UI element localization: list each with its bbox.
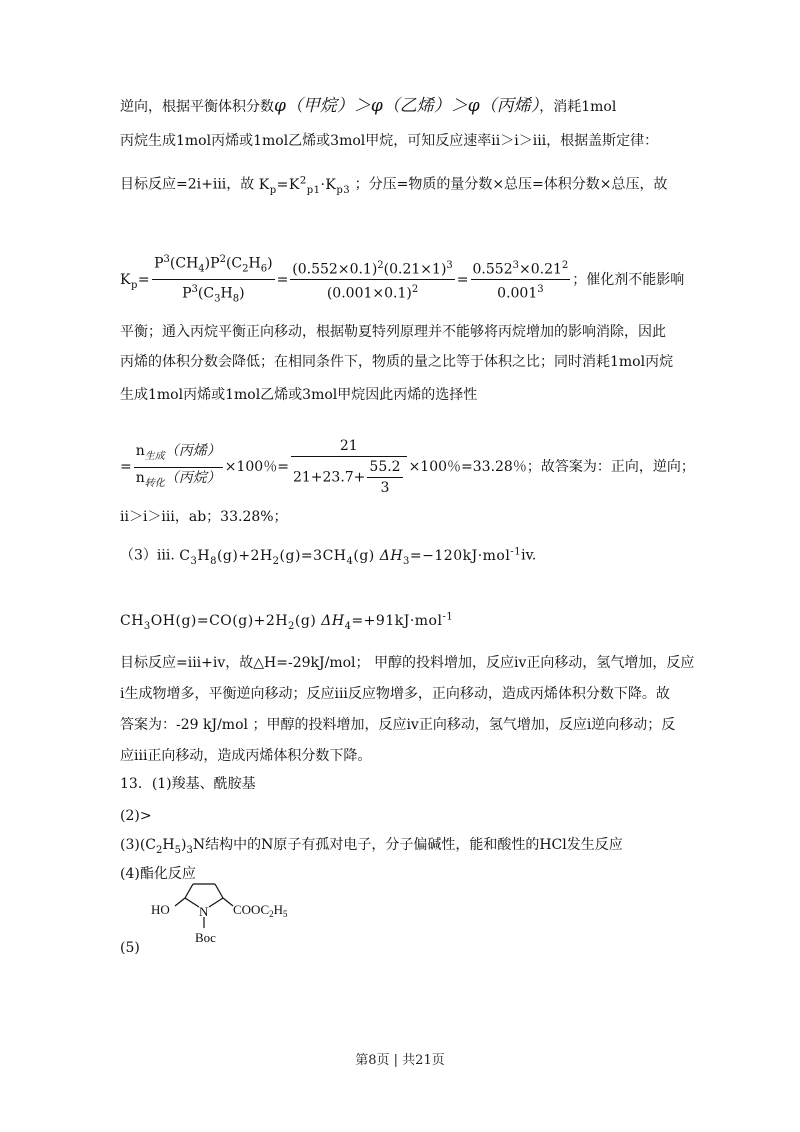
ester-label: $COOC_2H_5$: [233, 902, 288, 919]
ring-bond: [209, 898, 223, 907]
text-line-7: 生成1mol丙烯或1mol乙烯或3mol甲烷因此丙烯的选择性: [120, 387, 478, 403]
ring-bond: [185, 898, 199, 907]
text: N结构中的N原子有孤对电子，分子偏碱性，能和酸性的HCl发生反应: [192, 837, 623, 853]
text: ；催化剂不能影响: [572, 271, 685, 288]
text-line-5: 平衡；通入丙烷平衡正向移动，根据勒夏特列原理并不能够将丙烷增加的影响消除，因此: [120, 324, 666, 340]
text-line-2: 丙烷生成1mol丙烯或1mol乙烯或3mol甲烷，可知反应速率ⅱ＞ⅰ＞ⅲ，根据盖斯定律：: [120, 133, 659, 149]
text: 目标反应=2i+iii，故: [120, 176, 255, 193]
text-line-12: 目标反应=iii+iv，故△H=-29kJ/mol； 甲醇的投料增加，反应iv正向移动，氢气增加，反应: [120, 655, 695, 671]
reaction-iv-equation: $CH_3OH(g)=CO(g)+2H_2(g)$ $\Delta H_4=+91kJ\cdot mol^{-1}$: [120, 611, 454, 632]
volume-fraction-expression: φ（甲烷）＞φ（乙烯）＞φ（丙烯）: [274, 96, 540, 116]
kp-expression-line: $K_p=$ $\frac{P^3(CH_4)P^2(C_2H_6)}{P^3(C_3H_8)}$ = $\frac{(0.552\times 0.1)^2(0.21\times 1)^3}{(0.001\times 0.1)^2}$ = $\frac{0.552^3\times 0.21^2}{0.001^3}$ ；催化剂不能影响: [120, 250, 684, 310]
text: iv.: [521, 547, 537, 564]
triethylamine-formula: $(3)(C_2H_5)_3$: [120, 837, 193, 856]
text: ，消耗1mol: [539, 99, 617, 115]
text-line-3: [120, 171, 668, 200]
text-line-14: 答案为：-29 kJ/mol ；甲醇的投料增加，反应iv正向移动，氢气增加，反应i逆向移动；反: [120, 717, 676, 733]
kp-product-formula: $K_p=K^2_{p1}\cdot K_{p3}$: [258, 175, 351, 196]
boc-label: Boc: [195, 930, 216, 945]
ring-bond: [185, 884, 193, 898]
selectivity-expression-line: = $\frac{n_{生成}(丙烯)}{n_{转化}(丙烷)}$ ×100％= 21 21+23.7+ $\frac{55.2}{3}$ ×100％=33.28％；故答案为：正向，逆向；: [120, 438, 695, 496]
text-line-6: 丙烯的体积分数会降低；在相同条件下，物质的量之比等于体积之比；同时消耗1mol丙烷: [120, 354, 674, 370]
text: 逆向，根据平衡体积分数: [120, 99, 274, 115]
kp-numeric-fraction: $\frac{(0.552\times 0.1)^2(0.21\times 1)^3}{(0.001\times 0.1)^2}$: [290, 256, 454, 304]
text: ；分压=物质的量分数×总压=体积分数×总压，故: [354, 176, 668, 193]
kp-ratio-fraction: $\frac{P^3(CH_4)P^2(C_2H_6)}{P^3(C_3H_8)}$: [152, 250, 274, 310]
text-line-19: (4)酯化反应: [120, 866, 196, 882]
selectivity-ratio: $\frac{n_{生成}(丙烯)}{n_{转化}(丙烷)}$: [135, 442, 221, 489]
reaction-iv-line: [120, 607, 453, 636]
text-line-18: [120, 835, 623, 861]
ring-bond: [215, 884, 223, 898]
ho-label: HO: [151, 902, 170, 917]
text: ×100％=33.28％: [408, 459, 527, 475]
text: ；故答案为：正向，逆向；: [526, 459, 695, 475]
text: ×100％: [224, 459, 278, 475]
text: （3）iii.: [120, 547, 175, 564]
page-footer: 第8页 | 共21页: [355, 1053, 445, 1068]
pyrrolidine-structure-diagram: [145, 880, 315, 952]
text-line-9: ⅱ＞ⅰ＞ⅲ，ab；33.28%；: [120, 509, 288, 525]
text-line-1: [120, 96, 616, 117]
reaction-iii-equation: $C_3H_8(g)+2H_2(g)=3CH_4(g)$ $\Delta H_3=-120kJ\cdot mol^{-1}$: [179, 546, 522, 567]
kp-simplified-fraction: $\frac{0.552^3\times 0.21^2}{0.001^3}$: [471, 256, 571, 304]
ho-bond: [175, 898, 185, 906]
text-line-17: (2)>: [120, 808, 152, 824]
text-line-13: i生成物增多，平衡逆向移动；反应iii反应物增多，正向移动，造成丙烯体积分数下降。故: [120, 686, 670, 702]
sub-fraction: $\frac{55.2}{3}$: [369, 459, 401, 496]
text-line-20: (5): [120, 940, 140, 956]
kp-symbol: $K_p=$: [120, 271, 151, 291]
text-line-16: 13．(1)羧基、酰胺基: [120, 776, 256, 792]
text-line-15: 应iii正向移动，造成丙烯体积分数下降。: [120, 748, 372, 764]
ester-bond: [223, 898, 233, 906]
nitrogen-label: N: [199, 904, 209, 919]
reaction-iii-line: [120, 542, 536, 571]
selectivity-numeric-fraction: 21 21+23.7+ $\frac{55.2}{3}$: [291, 436, 407, 498]
